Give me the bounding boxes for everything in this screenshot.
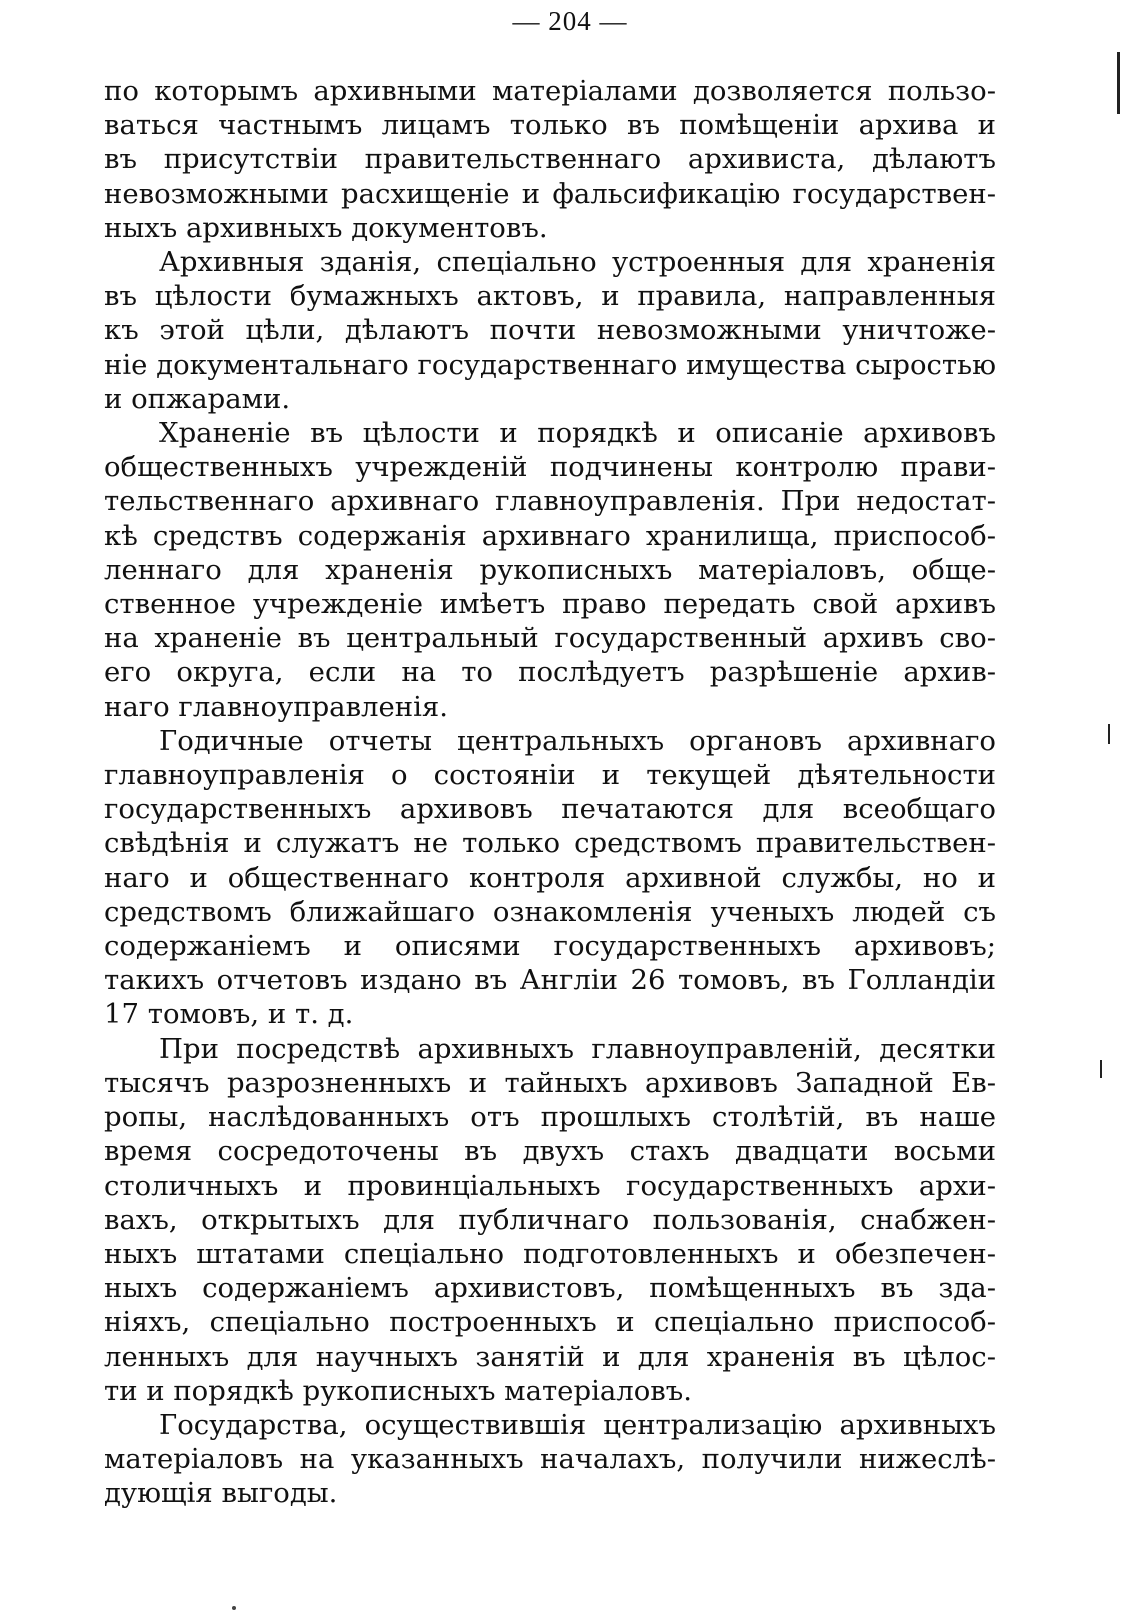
text-line: главноуправленія о состояніи и текущей дѣятельности <box>104 759 996 792</box>
text-line: въ присутствіи правительственнаго архивиста, дѣлаютъ <box>104 143 996 176</box>
text-line: ропы, наслѣдованныхъ отъ прошлыхъ столѣтій, въ наше <box>104 1101 996 1134</box>
text-line: матеріаловъ на указанныхъ началахъ, получили нижеслѣ- <box>104 1443 996 1476</box>
text-line: тельственнаго архивнаго главноуправленія. При недостат- <box>104 485 996 518</box>
text-line: Государства, осуществившія централизацію архивныхъ <box>159 1408 996 1441</box>
text-line: леннаго для храненія рукописныхъ матеріаловъ, обще- <box>104 553 996 586</box>
text-line: ныхъ штатами спеціально подготовленныхъ и обезпечен- <box>104 1237 996 1270</box>
text-line: наго главноуправленія. <box>104 690 449 723</box>
text-line: такихъ отчетовъ издано въ Англіи 26 томовъ, въ Голландіи <box>104 964 996 997</box>
text-line: по которымъ архивными матеріалами дозволяется пользо- <box>104 75 996 107</box>
text-line: ныхъ содержаніемъ архивистовъ, помѣщенныхъ въ зда- <box>104 1272 996 1305</box>
text-line: Храненіе въ цѣлости и порядкѣ и описаніе архивовъ <box>159 417 996 450</box>
text-line: дующія выгоды. <box>104 1477 338 1510</box>
text-line: кѣ средствъ содержанія архивнаго хранилища, приспособ- <box>104 519 996 552</box>
paragraph-6 <box>104 1408 996 1511</box>
text-line: въ цѣлости бумажныхъ актовъ, и правила, направленныя <box>104 280 996 313</box>
text-line: и опжарами. <box>104 382 291 415</box>
text-line: ственное учрежденіе имѣетъ право передать свой архивъ <box>104 588 996 621</box>
text-line: свѣдѣнія и служатъ не только средствомъ правительствен- <box>104 827 996 860</box>
text-line: общественныхъ учрежденій подчинены контролю прави- <box>104 451 996 484</box>
body-text <box>104 74 996 1511</box>
paragraph-4 <box>104 724 996 1032</box>
text-line: ти и порядкѣ рукописныхъ матеріаловъ. <box>104 1374 693 1407</box>
text-line: тысячъ разрозненныхъ и тайныхъ архивовъ Западной Ев- <box>104 1066 996 1099</box>
text-line: ленныхъ для научныхъ занятій и для храненія въ цѣлос- <box>104 1340 996 1373</box>
text-line: къ этой цѣли, дѣлаютъ почти невозможными уничтоже- <box>104 314 996 347</box>
scan-edge-mark <box>1117 52 1120 114</box>
text-line: вахъ, открытыхъ для публичнаго пользованія, снабжен- <box>104 1203 996 1236</box>
paragraph-3 <box>104 416 996 724</box>
text-line: ніе документальнаго государственнаго имущества сыростью <box>104 348 996 381</box>
text-line: средствомъ ближайшаго ознакомленія ученыхъ людей съ <box>104 895 996 928</box>
text-line: его округа, если на то послѣдуетъ разрѣшеніе архив- <box>104 656 996 689</box>
text-line: невозможными расхищеніе и фальсификацію государствен- <box>104 177 996 210</box>
text-line: Годичные отчеты центральныхъ органовъ архивнаго <box>159 724 996 757</box>
text-line: ныхъ архивныхъ документовъ. <box>104 211 548 244</box>
text-line: государственныхъ архивовъ печатаются для всеобщаго <box>104 793 996 826</box>
scan-edge-mark <box>1100 1060 1102 1078</box>
paragraph-5 <box>104 1032 996 1408</box>
text-line: ніяхъ, спеціально построенныхъ и спеціально приспособ- <box>104 1306 996 1339</box>
text-line: ваться частнымъ лицамъ только въ помѣщеніи архива и <box>104 109 996 142</box>
text-line: 17 томовъ, и т. д. <box>104 998 354 1031</box>
text-line: столичныхъ и провинціальныхъ государственныхъ архи- <box>104 1169 996 1202</box>
text-line: время сосредоточены въ двухъ стахъ двадцати восьми <box>104 1135 996 1168</box>
text-line: наго и общественнаго контроля архивной службы, но и <box>104 861 996 894</box>
text-line: Архивныя зданія, спеціально устроенныя для храненія <box>159 246 996 279</box>
scan-speck <box>232 1606 236 1610</box>
paragraph-2 <box>104 245 996 416</box>
page-number: — 204 — <box>512 6 628 36</box>
text-line: При посредствѣ архивныхъ главноуправленій, десятки <box>159 1032 996 1065</box>
text-line: содержаніемъ и описями государственныхъ архивовъ; <box>104 930 996 963</box>
scan-edge-mark <box>1108 724 1110 744</box>
paragraph-1 <box>104 74 996 245</box>
text-line: на храненіе въ центральный государственный архивъ сво- <box>104 622 996 655</box>
